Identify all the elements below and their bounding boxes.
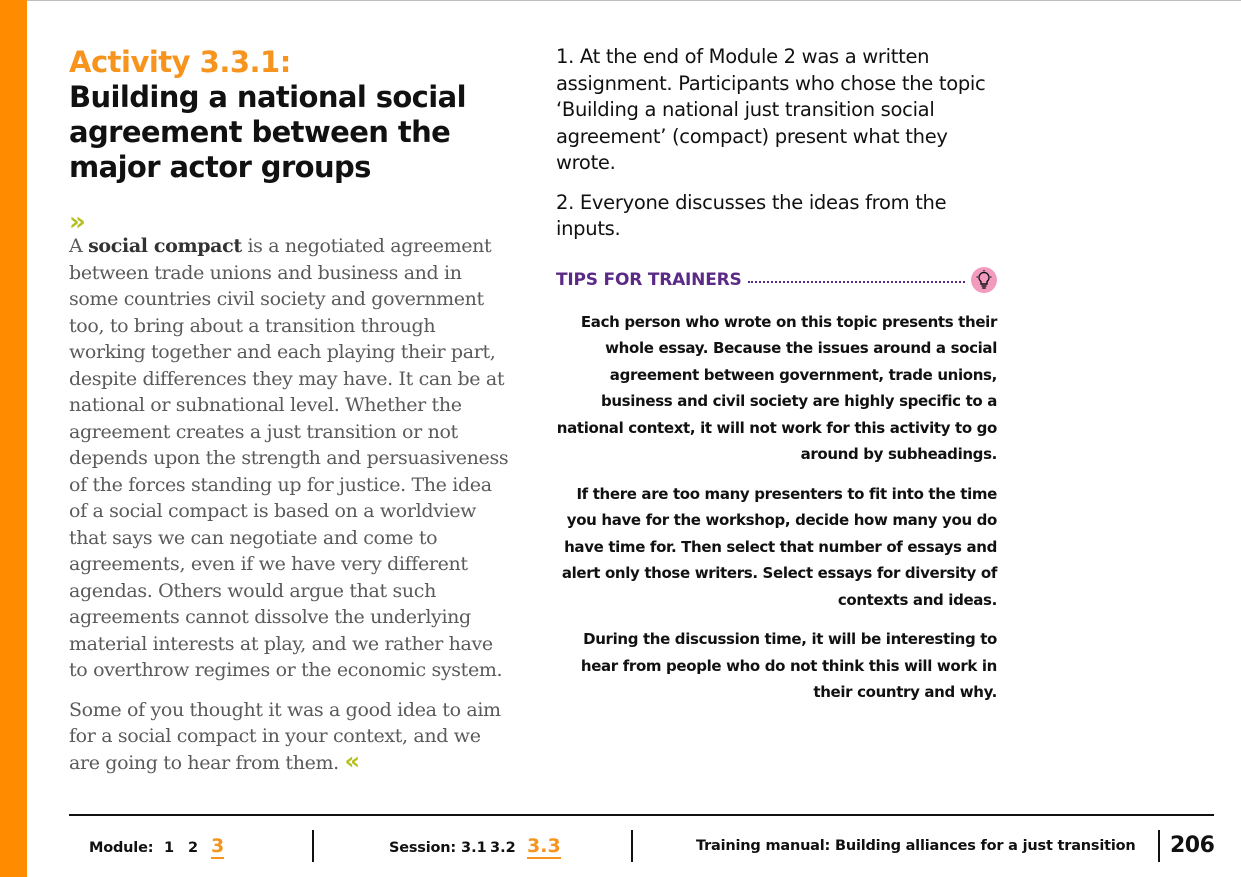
intro-paragraph bbox=[69, 233, 514, 684]
footer-separator bbox=[631, 830, 633, 862]
activity-title: Building a national social agreement between the major actor groups bbox=[69, 80, 466, 184]
step-1: 1. At the end of Module 2 was a written assignment. Participants who chose the topic ‘Building a national just transition social agreement’ (compact) present what they wrote. bbox=[556, 45, 986, 174]
tips-header bbox=[556, 265, 997, 295]
close-chevron-icon: « bbox=[344, 746, 357, 775]
open-chevron-icon: » bbox=[69, 207, 82, 237]
dotted-leader bbox=[748, 281, 965, 283]
module-link-3-active[interactable]: 3 bbox=[211, 835, 225, 857]
intro-lead: A bbox=[69, 235, 89, 257]
footer-separator bbox=[1158, 830, 1160, 862]
module-label: Module: bbox=[89, 840, 154, 856]
top-rule bbox=[0, 0, 1241, 1]
step-2: 2. Everyone discusses the ideas from the inputs. bbox=[556, 190, 947, 240]
session-link-3-2[interactable]: 3.2 bbox=[490, 840, 516, 856]
tips-heading: TIPS FOR TRAINERS bbox=[556, 269, 742, 290]
activity-number: Activity 3.3.1: bbox=[69, 45, 291, 79]
right-column bbox=[556, 44, 997, 706]
left-column bbox=[69, 44, 514, 776]
tip-paragraph-3: During the discussion time, it will be interesting to hear from people who do not think this will work in their country and why. bbox=[580, 630, 997, 701]
footer bbox=[0, 816, 1241, 877]
tip-paragraph-2: If there are too many presenters to fit into the time you have for the workshop, decide how many you do have time for. Then select that number of essays and alert only those writers. Select essays for diversity of contexts and ideas. bbox=[561, 484, 997, 609]
page-number: 206 bbox=[1170, 833, 1215, 858]
module-link-1[interactable]: 1 bbox=[164, 840, 175, 856]
session-link-3-3-active[interactable]: 3.3 bbox=[527, 835, 561, 857]
intro-rest: is a negotiated agreement between trade unions and business and in some countries civil society and government too, to bring about a transition through working together and each playing their part, despite differences they may have. It can be at national or subnational level. Whether the agreement creates a just transition or not depends upon the strength and persuasiveness of the forces standing up for justice. The idea of a social compact is based on a worldview that says we can negotiate and come to agreements, even if we have very different agendas. Others would argue that such agreements cannot dissolve the underlying material interests at play, and we rather have to overthrow regimes or the economic system. bbox=[69, 235, 509, 681]
lightbulb-icon bbox=[971, 267, 997, 293]
tips-body bbox=[556, 309, 997, 706]
social-compact-term: social compact bbox=[88, 235, 242, 257]
footer-separator bbox=[312, 830, 314, 862]
activity-steps bbox=[556, 44, 997, 243]
orange-side-bar bbox=[0, 0, 27, 877]
compact-paragraph bbox=[69, 697, 514, 777]
module-link-2[interactable]: 2 bbox=[188, 840, 199, 856]
intro-text bbox=[69, 233, 514, 776]
compact-text: Some of you thought it was a good idea to aim for a social compact in your context, and we are going to hear from them. bbox=[69, 698, 501, 774]
manual-title: Training manual: Building alliances for a just transition bbox=[696, 838, 1136, 854]
session-label: Session: bbox=[389, 840, 456, 856]
tip-paragraph-1: Each person who wrote on this topic presents their whole essay. Because the issues around a social agreement between government, trade unions, business and civil society are highly specific to a national context, it will not work for this activity to go around by subheadings. bbox=[556, 312, 997, 463]
session-link-3-1[interactable]: 3.1 bbox=[461, 840, 487, 856]
